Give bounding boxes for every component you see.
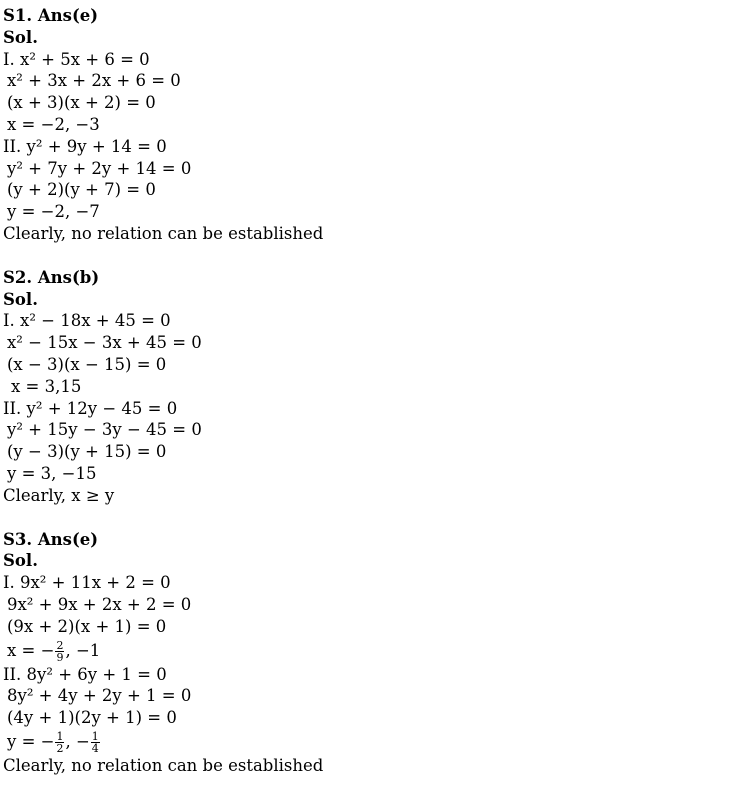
fraction-numerator: 2 [56, 638, 64, 652]
sol-label: Sol. [3, 289, 38, 309]
equation-line: (y + 2)(y + 7) = 0 [7, 180, 156, 200]
equation-line: II. y² + 12y − 45 = 0 [3, 398, 178, 418]
conclusion-text: Clearly, x ≥ y [3, 485, 115, 505]
fraction [55, 731, 64, 754]
equation-line: y² + 15y − 3y − 45 = 0 [7, 420, 202, 440]
fraction [91, 731, 100, 754]
equation-line: x² − 15x − 3x + 45 = 0 [7, 333, 202, 353]
equation-line: 8y² + 4y + 2y + 1 = 0 [7, 686, 192, 706]
equation-line: (y − 3)(y + 15) = 0 [7, 442, 167, 462]
fraction-denominator: 2 [56, 741, 64, 755]
root-suffix: , −1 [65, 640, 101, 660]
equation-line: y = −2, −7 [7, 202, 100, 222]
equation-line: 9x² + 9x + 2x + 2 = 0 [7, 594, 192, 614]
equation-line: I. 9x² + 11x + 2 = 0 [3, 573, 171, 593]
equation-line: y = 3, −15 [7, 463, 97, 483]
equation-line: x = 3,15 [11, 376, 82, 396]
equation-line: (x − 3)(x − 15) = 0 [7, 354, 167, 374]
sol-label: Sol. [3, 551, 38, 571]
solution-s1 [3, 5, 731, 245]
equation-line: x² + 3x + 2x + 6 = 0 [7, 71, 181, 91]
solution-heading: S2. Ans(b) [3, 267, 100, 287]
solution-heading: S1. Ans(e) [3, 6, 99, 25]
equation-line: (4y + 1)(2y + 1) = 0 [7, 708, 177, 728]
root-prefix: x = − [7, 640, 55, 660]
conclusion-text: Clearly, no relation can be established [3, 223, 324, 243]
equation-line: II. 8y² + 6y + 1 = 0 [3, 664, 167, 684]
equation-line: II. y² + 9y + 14 = 0 [3, 136, 167, 156]
equation-line: (x + 3)(x + 2) = 0 [7, 93, 156, 113]
root-prefix: y = − [7, 731, 55, 751]
fraction-numerator: 1 [56, 729, 64, 743]
equation-line: x = −2, −3 [7, 114, 100, 134]
root-middle: , − [65, 731, 90, 751]
equation-line: I. x² − 18x + 45 = 0 [3, 311, 171, 331]
equation-line: y² + 7y + 2y + 14 = 0 [7, 158, 192, 178]
fraction [55, 640, 64, 663]
y-root-line [3, 729, 731, 755]
equation-line: (9x + 2)(x + 1) = 0 [7, 616, 167, 636]
fraction-denominator: 4 [91, 741, 99, 755]
x-root-line [3, 638, 731, 664]
solution-s2 [3, 267, 731, 507]
conclusion-text: Clearly, no relation can be established [3, 755, 324, 775]
fraction-denominator: 9 [56, 650, 64, 664]
solution-s3 [3, 529, 731, 777]
equation-line: I. x² + 5x + 6 = 0 [3, 49, 150, 69]
sol-label: Sol. [3, 27, 38, 47]
solution-heading: S3. Ans(e) [3, 529, 99, 549]
fraction-numerator: 1 [91, 729, 99, 743]
